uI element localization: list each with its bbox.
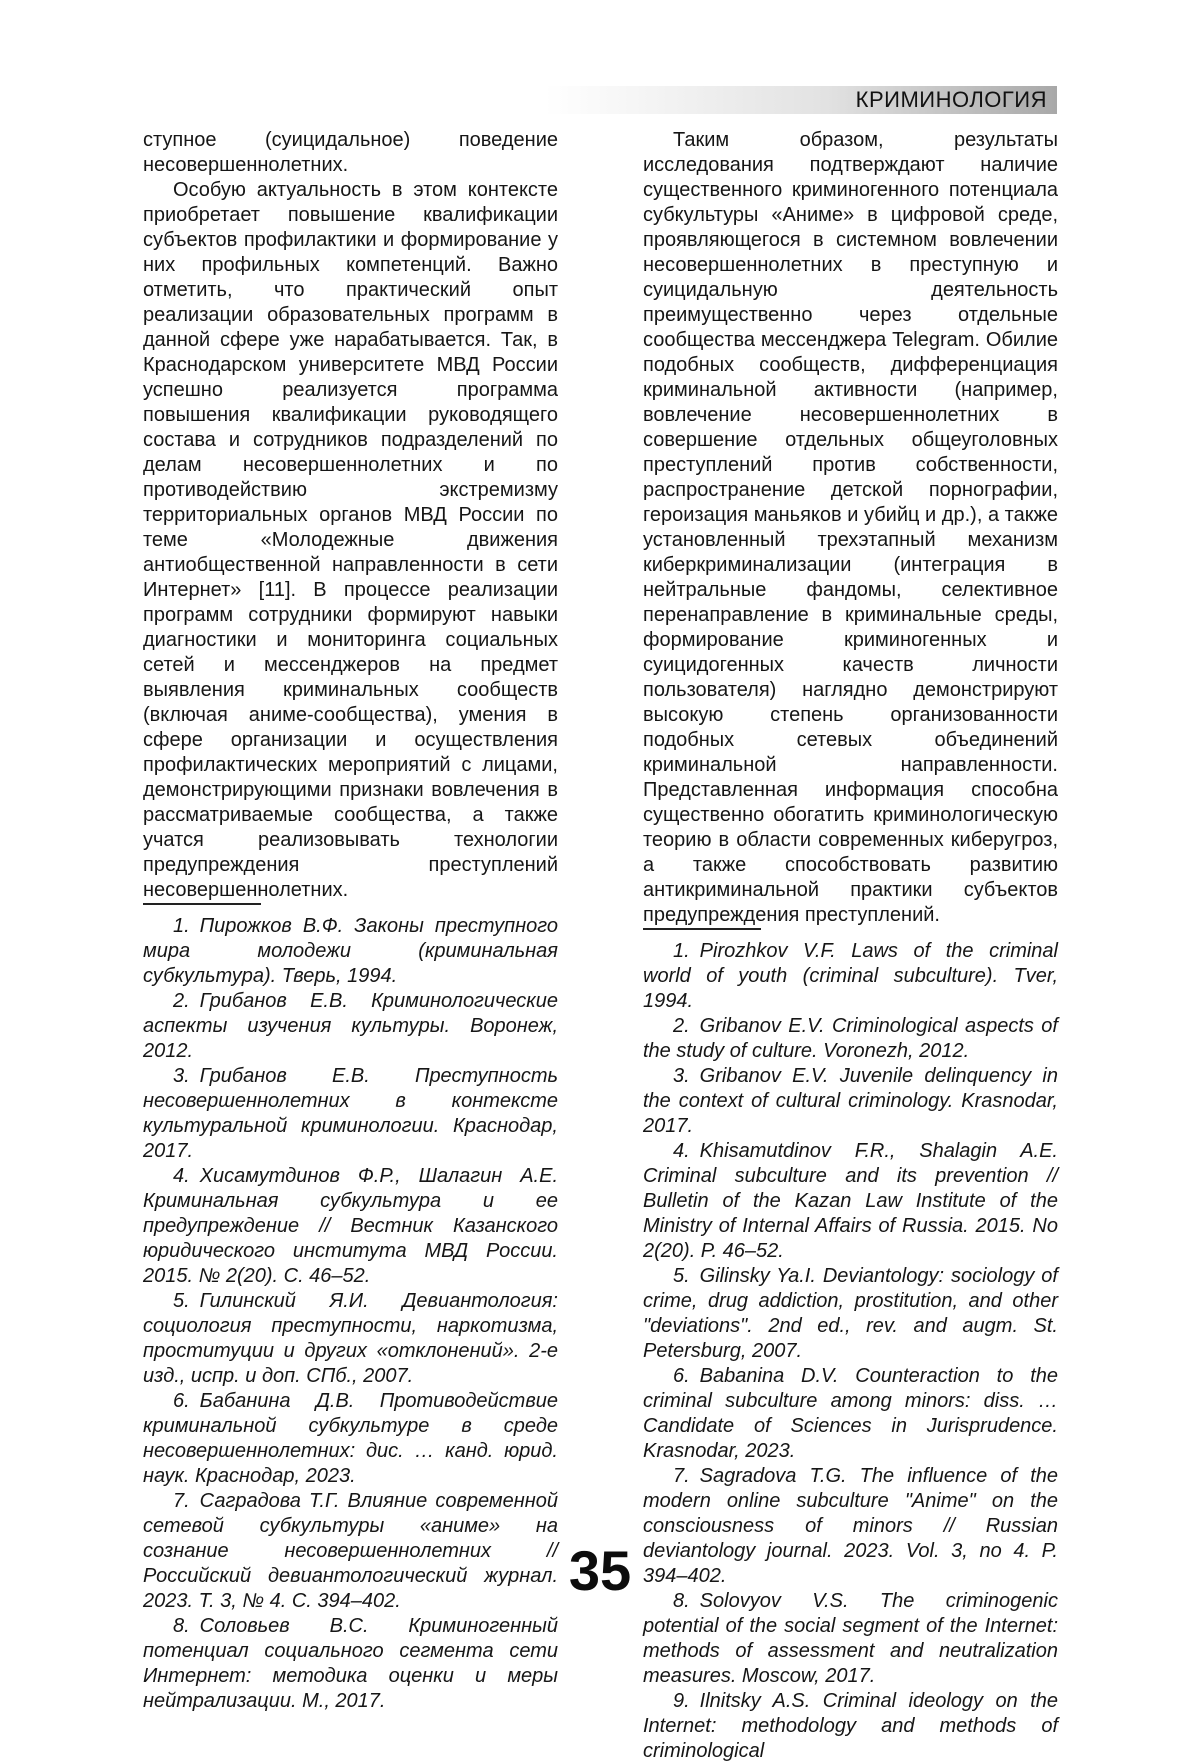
section-header-bar <box>545 86 1057 114</box>
page-number: 35 <box>568 1539 632 1602</box>
footnote-rule <box>143 903 261 905</box>
reference-item: 6. Бабанина Д.В. Противодействие криминальной субкультуре в среде несовершеннолетних: дис. … канд. юрид. наук. Краснодар, 2023. <box>143 1390 558 1487</box>
right-column <box>643 128 1058 1764</box>
reference-item: 2. Gribanov E.V. Criminological aspects of the study of culture. Voronezh, 2012. <box>643 1015 1058 1062</box>
reference-item: 7. Sagradova T.G. The influence of the modern online subculture "Anime" on the consciousness of minors // Russian deviantology journal. 2023. Vol. 3, no 4. P. 394–402. <box>643 1465 1058 1587</box>
footnote-rule <box>643 928 761 930</box>
reference-item: 1. Пирожков В.Ф. Законы преступного мира молодежи (криминальная субкультура). Тверь, 1994. <box>143 915 558 987</box>
reference-item: 6. Babanina D.V. Counteraction to the criminal subculture among minors: diss. … Candidate of Sciences in Jurisprudence. Krasnodar, 2023. <box>643 1365 1058 1462</box>
reference-item: 3. Gribanov E.V. Juvenile delinquency in the context of cultural criminology. Krasnodar, 2017. <box>643 1065 1058 1137</box>
right-column-article-text <box>643 128 1058 928</box>
reference-item: 3. Грибанов Е.В. Преступность несовершеннолетних в контексте культуральной криминологии. Краснодар, 2017. <box>143 1065 558 1162</box>
reference-item: 7. Саградова Т.Г. Влияние современной сетевой субкультуры «аниме» на сознание несовершеннолетних // Российский девиантологический журнал. 2023. Т. 3, № 4. С. 394–402. <box>143 1490 558 1612</box>
references-english <box>643 939 1058 1764</box>
reference-item: 2. Грибанов Е.В. Криминологические аспекты изучения культуры. Воронеж, 2012. <box>143 990 558 1062</box>
reference-item: 9. Ilnitsky A.S. Criminal ideology on the Internet: methodology and methods of criminological <box>643 1690 1058 1762</box>
reference-item: 8. Solovyov V.S. The criminogenic potential of the social segment of the Internet: methods of assessment and neutralization measures. Moscow, 2017. <box>643 1590 1058 1687</box>
left-column-article-text <box>143 128 558 903</box>
body-paragraph: Таким образом, результаты исследования подтверждают наличие существенного криминогенного потенциала субкультуры «Аниме» в цифровой среде, проявляющегося в системном вовлечении несовершеннолетних в преступную и суицидальную деятельность преимущественно через отдельные сообщества мессенджера Telegram. Обилие подобных сообществ, дифференциация криминальной активности (например, вовлечение несовершеннолетних в совершение отдельных общеуголовных преступлений против собственности, распространение детской порнографии, героизация маньяков и убийц и др.), а также установленный трехэтапный механизм киберкриминализации (интеграция в нейтральные фандомы, селективное перенаправление в криминальные среды, формирование криминогенных и суицидогенных качеств личности пользователя) наглядно демонстрируют высокую степень организованности подобных сетевых объединений криминальной направленности. Представленная информация способна существенно обогатить криминологическую теорию в области современных киберугроз, а также способствовать развитию антикриминальной практики субъектов предупреждения преступлений. <box>643 129 1058 926</box>
reference-item: 5. Гилинский Я.И. Девиантология: социология преступности, наркотизма, проституции и других «отклонений». 2-е изд., испр. и доп. СПб., 2007. <box>143 1290 558 1387</box>
reference-item: 1. Pirozhkov V.F. Laws of the criminal world of youth (criminal subculture). Tver, 1994. <box>643 940 1058 1012</box>
body-paragraph: ступное (суицидальное) поведение несовершеннолетних. <box>143 129 558 176</box>
reference-item: 4. Хисамутдинов Ф.Р., Шалагин А.Е. Криминальная субкультура и ее предупреждение // Вестник Казанского юридического института МВД России. 2015. № 2(20). С. 46–52. <box>143 1165 558 1287</box>
section-header-label: КРИМИНОЛОГИЯ <box>855 87 1047 112</box>
body-paragraph: Особую актуальность в этом контексте приобретает повышение квалификации субъектов профилактики и формирование у них профильных компетенций. Важно отметить, что практический опыт реализации образовательных программ в данной сфере уже нарабатывается. Так, в Краснодарском университете МВД России успешно реализуется программа повышения квалификации руководящего состава и сотрудников подразделений по делам несовершеннолетних и по противодействию экстремизму территориальных органов МВД России по теме «Молодежные движения антиобщественной направленности в сети Интернет» [11]. В процессе реализации программ сотрудники формируют навыки диагностики и мониторинга социальных сетей и мессенджеров на предмет выявления криминальных сообществ (включая аниме-сообщества), умения в сфере организации и осуществления профилактических мероприятий с лицами, демонстрирующими признаки вовлечения в рассматриваемые сообщества, а также учатся реализовывать технологии предупреждения преступлений несовершеннолетних. <box>143 179 558 901</box>
left-column <box>143 128 558 1764</box>
reference-item: 8. Соловьев В.С. Криминогенный потенциал социального сегмента сети Интернет: методика оценки и меры нейтрализации. М., 2017. <box>143 1615 558 1712</box>
reference-item: 4. Khisamutdinov F.R., Shalagin A.E. Criminal subculture and its prevention // Bulletin of the Kazan Law Institute of the Ministry of Internal Affairs of Russia. 2015. No 2(20). P. 46–52. <box>643 1140 1058 1262</box>
two-column-layout <box>143 128 1058 1764</box>
reference-item: 5. Gilinsky Ya.I. Deviantology: sociology of crime, drug addiction, prostitution, and other "deviations". 2nd ed., rev. and augm. St. Petersburg, 2007. <box>643 1265 1058 1362</box>
